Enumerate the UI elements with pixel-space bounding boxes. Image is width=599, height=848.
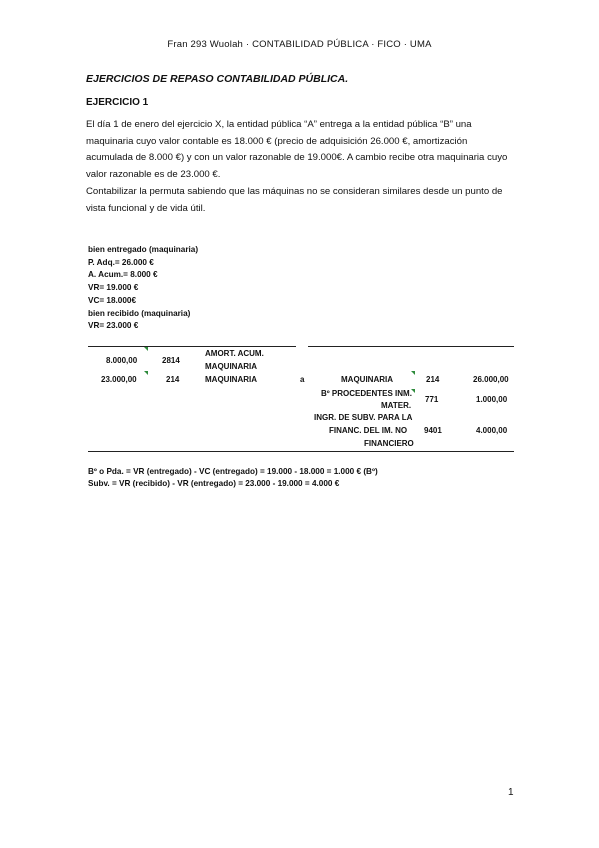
note-line: bien entregado (maquinaria): [88, 245, 199, 254]
comment-marker-icon: [144, 347, 148, 351]
credit-account-name: FINANC. DEL IM. NO: [329, 426, 408, 435]
journal-bottom-rule: [88, 451, 514, 452]
debit-account-name: MAQUINARIA: [205, 362, 257, 371]
exercise-question: Contabilizar la permuta sabiendo que las máquinas no se consideran similares desde un punto de vista funcional y de vida útil.: [86, 186, 503, 214]
note-line: P. Adq.= 26.000 €: [88, 257, 154, 267]
formula-line: Subv. = VR (recibido) - VR (entregado) = 23.000 - 19.000 = 4.000 €: [88, 479, 340, 489]
journal-top-rule: [308, 346, 514, 347]
calculation-notes: [88, 466, 378, 491]
note-line: VR= 23.000 €: [88, 321, 139, 331]
journal-top-rule: [88, 346, 296, 347]
exercise-heading: EJERCICIO 1: [86, 97, 149, 108]
note-line: A. Acum.= 8.000 €: [88, 270, 158, 280]
page-header: Fran 293 Wuolah · CONTABILIDAD PÚBLICA · FICO · UMA: [167, 39, 432, 50]
credit-account-code: 214: [426, 375, 440, 384]
credit-account-code: 771: [425, 395, 439, 404]
credit-amount: 26.000,00: [473, 375, 509, 384]
comment-marker-icon: [144, 371, 148, 375]
debit-account-code: 214: [166, 375, 180, 384]
debit-amount: 23.000,00: [101, 375, 137, 384]
journal-separator: a: [300, 375, 305, 384]
credit-account-name: FINANCIERO: [364, 439, 414, 448]
comment-marker-icon: [411, 371, 415, 375]
note-line: VC= 18.000€: [88, 295, 137, 305]
debit-account-name: AMORT. ACUM.: [205, 349, 264, 358]
debit-amount: 8.000,00: [106, 356, 138, 365]
credit-account-name: MATER.: [381, 401, 412, 410]
note-line: bien recibido (maquinaria): [88, 308, 191, 318]
formula-line: Bº o Pda. = VR (entregado) - VC (entregado) = 19.000 - 18.000 = 1.000 € (Bº): [88, 467, 378, 476]
credit-account-name: MAQUINARIA: [341, 375, 393, 384]
exercise-statement: El día 1 de enero del ejercicio X, la entidad pública “A” entrega a la entidad pública “B” una maquinaria cuyo valor contable es 18.000 € (precio de adquisición 26.000 €, amortización acumulada de 8.000 €) y con un valor razonable de 19.000€. A cambio recibe otra maquinaria cuyo valor razonable es de 23.000 €.: [86, 119, 508, 180]
comment-marker-icon: [411, 389, 415, 393]
document-title: EJERCICIOS DE REPASO CONTABILIDAD PÚBLICA.: [86, 73, 349, 85]
page-number: 1: [508, 787, 514, 798]
working-notes: [88, 244, 198, 333]
credit-amount: 1.000,00: [476, 395, 508, 404]
credit-account-name: INGR. DE SUBV. PARA LA: [314, 413, 413, 422]
credit-account-code: 9401: [424, 426, 442, 435]
debit-account-code: 2814: [162, 356, 180, 365]
note-line: VR= 19.000 €: [88, 283, 139, 293]
credit-amount: 4.000,00: [476, 426, 508, 435]
credit-account-name: Bº PROCEDENTES INM.: [321, 389, 412, 398]
debit-account-name: MAQUINARIA: [205, 375, 257, 384]
